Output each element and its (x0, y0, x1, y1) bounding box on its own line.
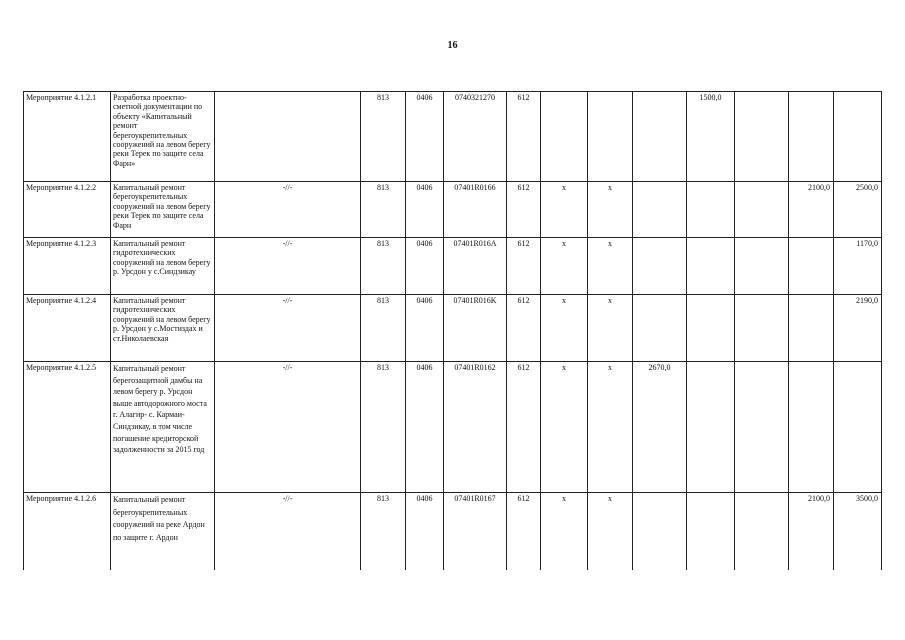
value-2018-cell (735, 295, 789, 362)
value-2016-cell (633, 493, 687, 570)
value-2017-cell (687, 238, 735, 295)
executor-cell (215, 92, 361, 182)
value-2018-cell (735, 493, 789, 570)
executor-cell: -//- (215, 493, 361, 570)
rzpr-cell: 0406 (406, 362, 444, 493)
value-2019-cell (789, 238, 834, 295)
table-row (24, 362, 882, 493)
grbs-cell: 813 (361, 295, 406, 362)
csr-cell: 07401R0167 (444, 493, 507, 570)
value-2017-cell: 1500,0 (687, 92, 735, 182)
vr-cell: 612 (507, 493, 541, 570)
description-cell: Капитальный ремонт берегозащитной дамбы на левом берегу р. Урсдон выше автодорожного моста г. Алагир- с. Кармаи-Синдзикау, в том числе погашение кредиторской задолженности за 2015 год (111, 362, 215, 493)
rzpr-cell: 0406 (406, 182, 444, 238)
rzpr-cell: 0406 (406, 295, 444, 362)
value-2018-cell (735, 362, 789, 493)
value-2020-cell: 3500,0 (834, 493, 882, 570)
rzpr-cell: 0406 (406, 92, 444, 182)
table-row (24, 295, 882, 362)
value-2015-cell: х (588, 182, 633, 238)
vr-cell: 612 (507, 92, 541, 182)
grbs-cell: 813 (361, 92, 406, 182)
csr-cell: 07401R0166 (444, 182, 507, 238)
value-2019-cell: 2100,0 (789, 493, 834, 570)
table-row (24, 92, 882, 182)
value-2014-cell: х (541, 362, 588, 493)
page-number: 16 (447, 40, 458, 51)
event-cell: Мероприятие 4.1.2.3 (24, 238, 111, 295)
executor-cell: -//- (215, 362, 361, 493)
value-2015-cell: х (588, 493, 633, 570)
vr-cell: 612 (507, 182, 541, 238)
event-cell: Мероприятие 4.1.2.4 (24, 295, 111, 362)
table-row (24, 182, 882, 238)
value-2015-cell: х (588, 362, 633, 493)
rzpr-cell: 0406 (406, 493, 444, 570)
vr-cell: 612 (507, 238, 541, 295)
description-cell: Капитальный ремонт гидротехнических сооружений на левом берегу р. Урсдон у с.Синдзикау (111, 238, 215, 295)
value-2020-cell: 1170,0 (834, 238, 882, 295)
value-2020-cell: 2190,0 (834, 295, 882, 362)
grbs-cell: 813 (361, 238, 406, 295)
value-2017-cell (687, 182, 735, 238)
value-2016-cell (633, 182, 687, 238)
csr-cell: 07401R016K (444, 295, 507, 362)
budget-table (23, 91, 882, 570)
executor-cell: -//- (215, 295, 361, 362)
csr-cell: 07401R016A (444, 238, 507, 295)
value-2015-cell: х (588, 238, 633, 295)
value-2014-cell: х (541, 295, 588, 362)
vr-cell: 612 (507, 362, 541, 493)
value-2016-cell (633, 92, 687, 182)
value-2019-cell: 2100,0 (789, 182, 834, 238)
event-cell: Мероприятие 4.1.2.6 (24, 493, 111, 570)
executor-cell: -//- (215, 238, 361, 295)
value-2014-cell: х (541, 238, 588, 295)
executor-cell: -//- (215, 182, 361, 238)
description-cell: Разработка проектно-сметной документации по объекту «Капитальный ремонт берегоукрепительных сооружений на левом берегу реки Терек по защите села Фарн» (111, 92, 215, 182)
table-row (24, 238, 882, 295)
vr-cell: 612 (507, 295, 541, 362)
value-2016-cell: 2670,0 (633, 362, 687, 493)
value-2014-cell: х (541, 182, 588, 238)
grbs-cell: 813 (361, 362, 406, 493)
value-2016-cell (633, 238, 687, 295)
event-cell: Мероприятие 4.1.2.2 (24, 182, 111, 238)
value-2020-cell: 2500,0 (834, 182, 882, 238)
value-2017-cell (687, 493, 735, 570)
value-2015-cell (588, 92, 633, 182)
event-cell: Мероприятие 4.1.2.5 (24, 362, 111, 493)
value-2014-cell: х (541, 493, 588, 570)
grbs-cell: 813 (361, 182, 406, 238)
description-cell: Капитальный ремонт берегоукрепительных сооружений на реке Ардон по защите г. Ардон (111, 493, 215, 570)
value-2018-cell (735, 238, 789, 295)
value-2015-cell: х (588, 295, 633, 362)
csr-cell: 0740321270 (444, 92, 507, 182)
grbs-cell: 813 (361, 493, 406, 570)
value-2014-cell (541, 92, 588, 182)
value-2017-cell (687, 362, 735, 493)
value-2018-cell (735, 182, 789, 238)
value-2019-cell (789, 295, 834, 362)
description-cell: Капитальный ремонт берегоукрепительных сооружений на левом берегу реки Терек по защите села Фарн (111, 182, 215, 238)
table-row (24, 493, 882, 570)
value-2018-cell (735, 92, 789, 182)
value-2017-cell (687, 295, 735, 362)
value-2019-cell (789, 362, 834, 493)
value-2019-cell (789, 92, 834, 182)
value-2020-cell (834, 362, 882, 493)
event-cell: Мероприятие 4.1.2.1 (24, 92, 111, 182)
csr-cell: 07401R0162 (444, 362, 507, 493)
value-2016-cell (633, 295, 687, 362)
description-cell: Капитальный ремонт гидротехнических сооружений на левом берегу р. Урсдон у с.Мостиздах и ст.Николаевская (111, 295, 215, 362)
rzpr-cell: 0406 (406, 238, 444, 295)
value-2020-cell (834, 92, 882, 182)
